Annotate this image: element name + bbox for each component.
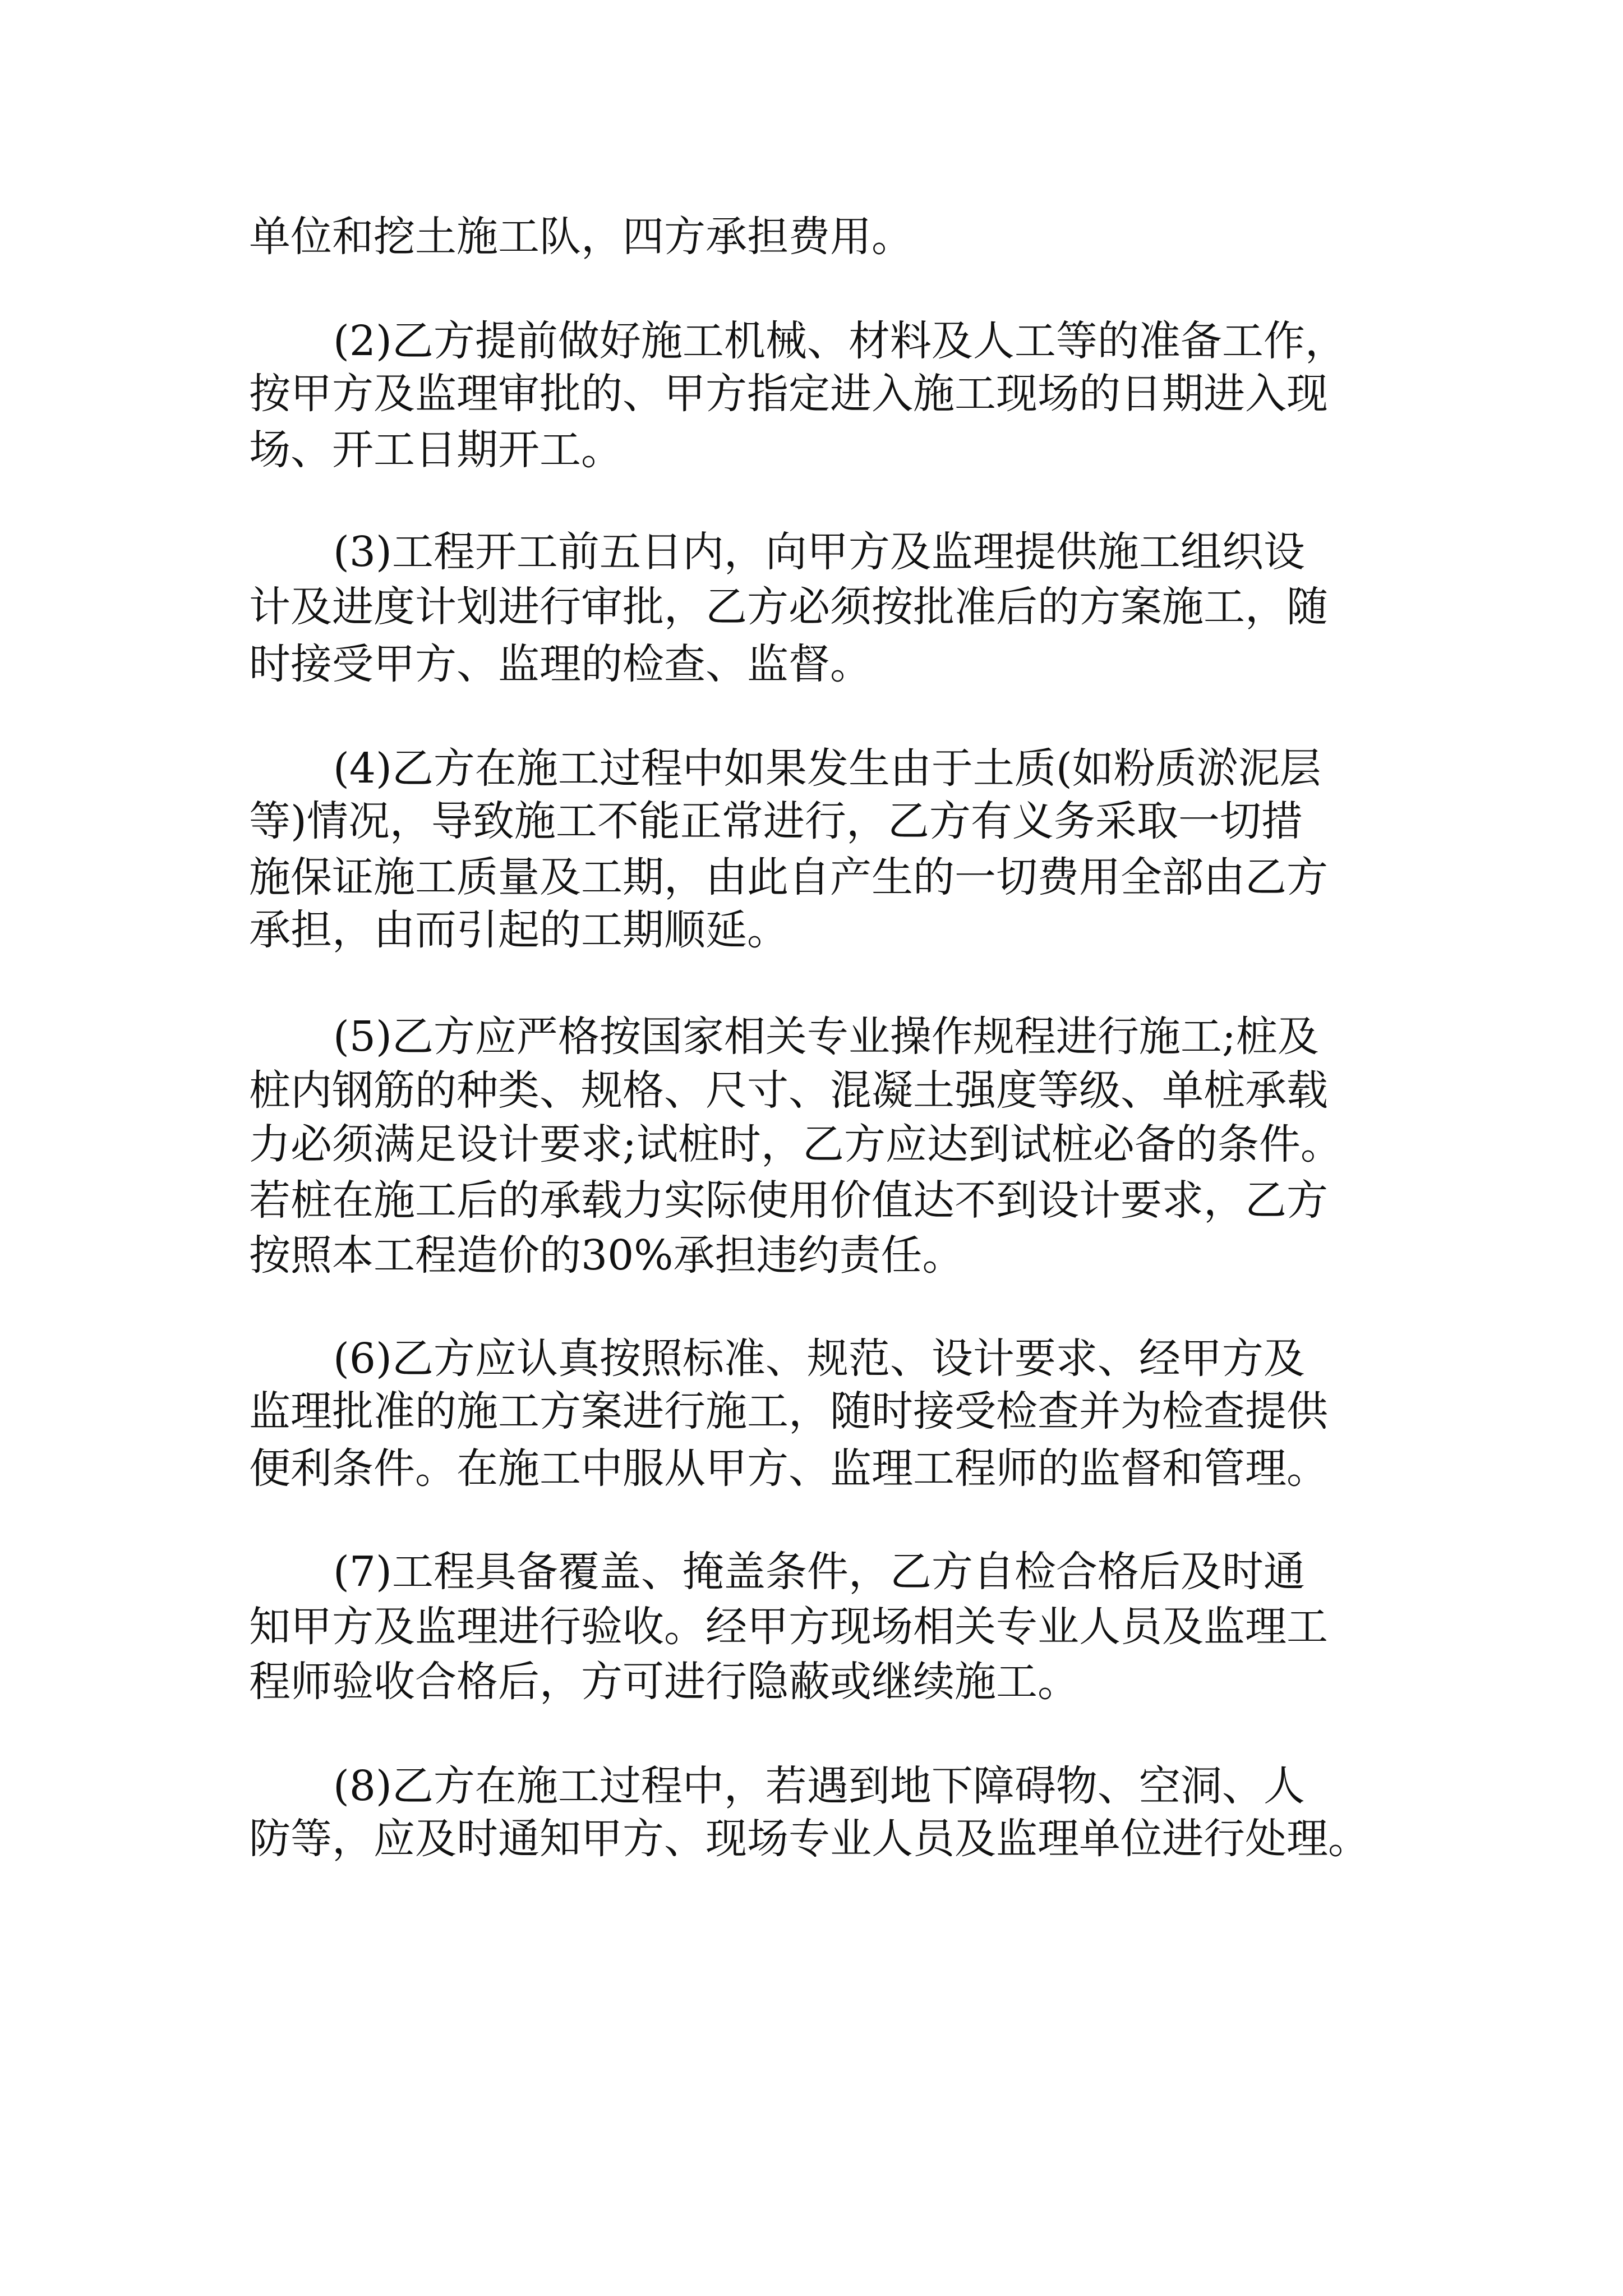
text-line: 防等，应及时通知甲方、现场专业人员及监理单位进行处理。	[249, 1815, 1370, 1863]
text-line: 等)情况，导致施工不能正常进行，乙方有义务采取一切措	[249, 797, 1303, 845]
text-line: 桩内钢筋的种类、规格、尺寸、混凝土强度等级、单桩承载	[249, 1066, 1328, 1115]
paragraph-4-line: (4)乙方在施工过程中如果发生由于土质(如粉质淤泥层	[333, 744, 1321, 793]
text-line: 按甲方及监理审批的、甲方指定进入施工现场的日期进入现	[249, 370, 1328, 418]
paragraph-8-line: (8)乙方在施工过程中，若遇到地下障碍物、空洞、人	[333, 1762, 1305, 1810]
text-line: 施保证施工质量及工期，由此自产生的一切费用全部由乙方	[249, 853, 1328, 901]
text-line: 监理批准的施工方案进行施工，随时接受检查并为检查提供	[249, 1387, 1328, 1435]
text-line: 按照本工程造价的30%承担违约责任。	[249, 1231, 964, 1280]
paragraph-7-line: (7)工程具备覆盖、掩盖条件，乙方自检合格后及时通	[333, 1548, 1305, 1596]
text-line: 力必须满足设计要求;试桩时，乙方应达到试桩必备的条件。	[249, 1120, 1342, 1168]
paragraph-3-line: (3)工程开工前五日内，向甲方及监理提供施工组织设	[333, 528, 1305, 576]
text-line: 时接受甲方、监理的检查、监督。	[249, 640, 872, 688]
text-line: 场、开工日期开工。	[249, 426, 623, 474]
text-line: 若桩在施工后的承载力实际使用价值达不到设计要求，乙方	[249, 1176, 1328, 1225]
text-line: 知甲方及监理进行验收。经甲方现场相关专业人员及监理工	[249, 1603, 1328, 1651]
text-line: 便利条件。在施工中服从甲方、监理工程师的监督和管理。	[249, 1444, 1328, 1493]
text-line: 单位和挖土施工队，四方承担费用。	[249, 213, 913, 261]
paragraph-6-line: (6)乙方应认真按照标准、规范、设计要求、经甲方及	[333, 1335, 1305, 1383]
paragraph-5-line: (5)乙方应严格按国家相关专业操作规程进行施工;桩及	[333, 1013, 1319, 1061]
text-line: 计及进度计划进行审批，乙方必须按批准后的方案施工，随	[249, 583, 1328, 631]
text-line: 承担，由而引起的工期顺延。	[249, 906, 789, 954]
text-line: 程师验收合格后，方可进行隐蔽或继续施工。	[249, 1658, 1079, 1706]
paragraph-2-line: (2)乙方提前做好施工机械、材料及人工等的准备工作，	[333, 317, 1347, 365]
